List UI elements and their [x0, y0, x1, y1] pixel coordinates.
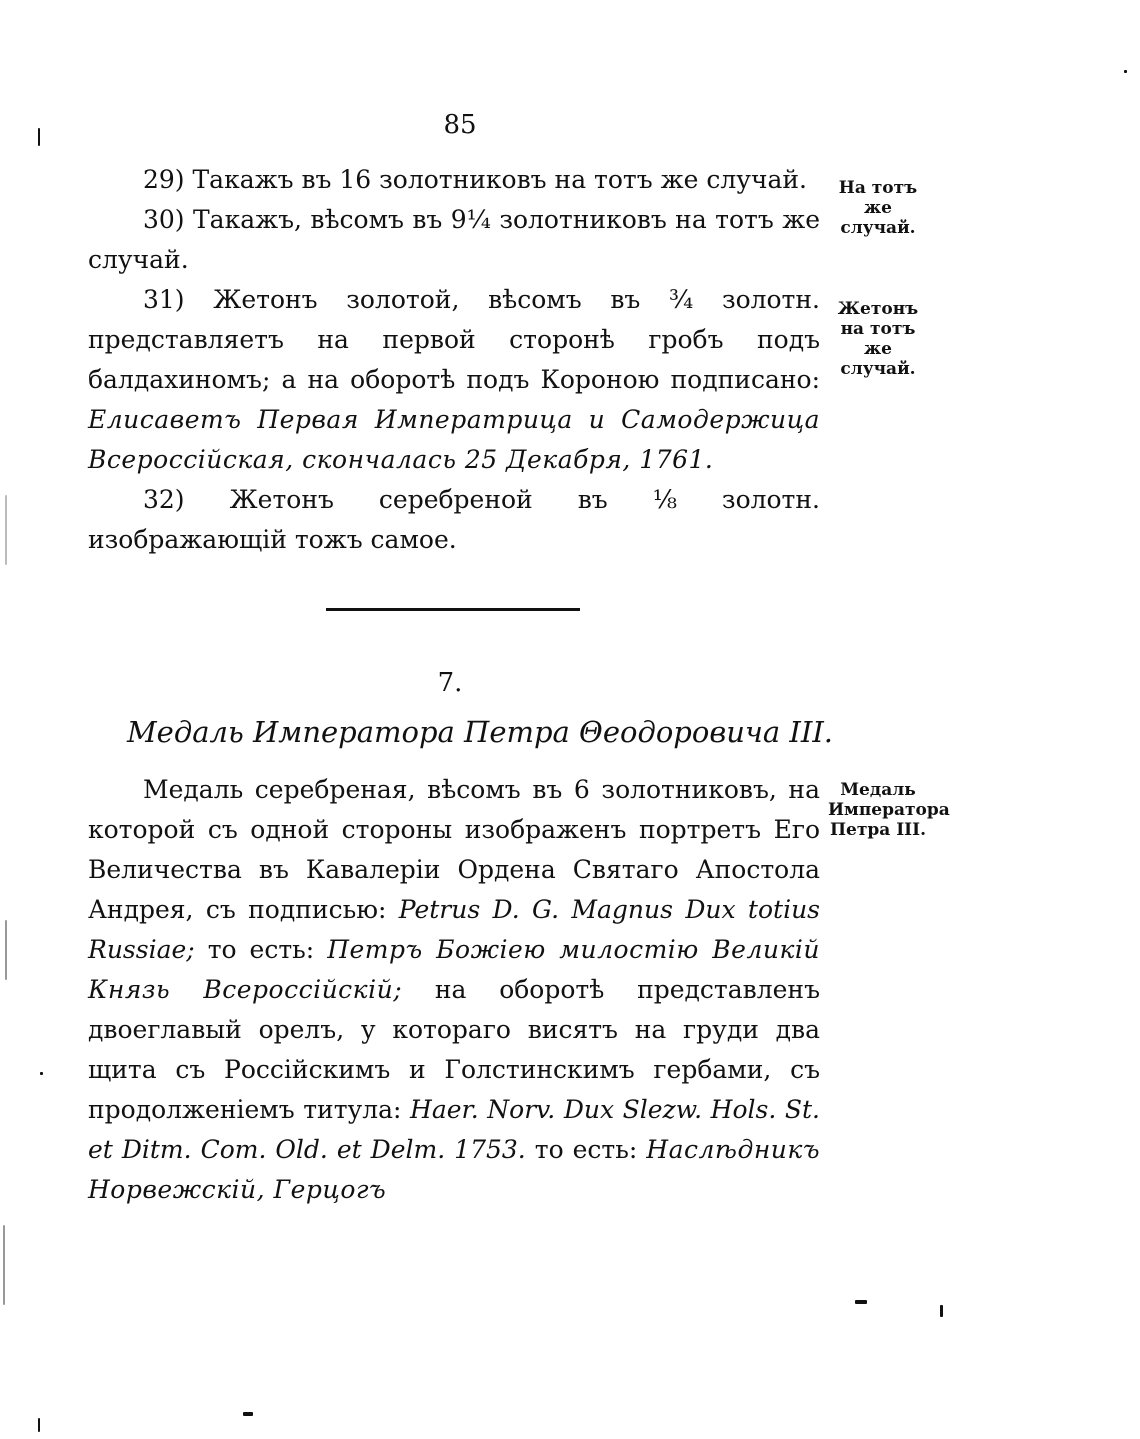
scan-speck	[243, 1412, 253, 1416]
scan-speck	[3, 1225, 5, 1305]
scan-speck	[5, 920, 7, 980]
entries-block	[88, 160, 820, 560]
latin-inscription-1: Petrus D. G. Magnus Dux totius Russiae;	[88, 895, 820, 964]
translation-2: Наслѣдникъ Норвежскій, Герцогъ	[88, 1135, 820, 1204]
entry-30: 30) Такажъ, вѣсомъ въ 9¼ золотниковъ на тотъ же случай.	[88, 205, 820, 274]
description-part-1: Медаль серебреная, вѣсомъ въ 6 золотниковъ, на которой съ одной стороны изображенъ портретъ Его Величества въ Кавалеріи Ордена Святаго Апостола Андрея, съ подписью:	[88, 775, 820, 924]
entry-29: 29) Такажъ въ 16 золотниковъ на тотъ же случай.	[143, 165, 807, 194]
medal-description	[88, 770, 820, 1210]
margin-note-1: На тотъ же случай.	[838, 178, 918, 238]
section-divider	[326, 608, 580, 611]
entry-31-inscription: Елисаветъ Первая Императрица и Самодержица Всероссійская, скончалась 25 Декабря, 1761.	[88, 405, 820, 474]
entry-31	[88, 280, 820, 480]
scan-speck	[940, 1305, 943, 1317]
latin-inscription-2: Haer. Norv. Dux Slezw. Hols. St. et Ditm. Com. Old. et Delm. 1753.	[88, 1095, 820, 1164]
scan-speck	[38, 128, 40, 146]
scan-speck	[1124, 70, 1127, 73]
translation-1: Петръ Божіею милостію Великій Князь Всероссійскій;	[88, 935, 820, 1004]
scan-speck	[40, 1072, 43, 1075]
margin-note-2: Жетонъ на тотъ же случай.	[837, 299, 919, 379]
page-number: 85	[443, 110, 477, 140]
description-paragraph	[88, 770, 820, 1210]
margin-note-3: Медаль Императора Петра III.	[828, 780, 950, 840]
description-part-2: то есть:	[207, 935, 315, 964]
section-number: 7.	[437, 668, 463, 698]
description-part-4: то есть:	[534, 1135, 638, 1164]
scan-speck	[38, 1418, 40, 1432]
scan-speck	[5, 495, 7, 565]
entry-31-text: 31) Жетонъ золотой, вѣсомъ въ ¾ золотн. представляетъ на первой сторонѣ гробъ подъ балдахиномъ; а на оборотѣ подъ Короною подписано:	[88, 285, 820, 394]
scan-speck	[855, 1300, 867, 1304]
entry-32: 32) Жетонъ серебреной въ ⅛ золотн. изображающій тожъ самое.	[88, 485, 820, 554]
section-title: Медаль Императора Петра Θеодоровича III.	[126, 715, 834, 749]
description-part-3: на оборотѣ представленъ двоеглавый орелъ, у котораго висятъ на груди два щита съ Россійскимъ и Голстинскимъ гербами, съ продолженіемъ титула:	[88, 975, 820, 1124]
